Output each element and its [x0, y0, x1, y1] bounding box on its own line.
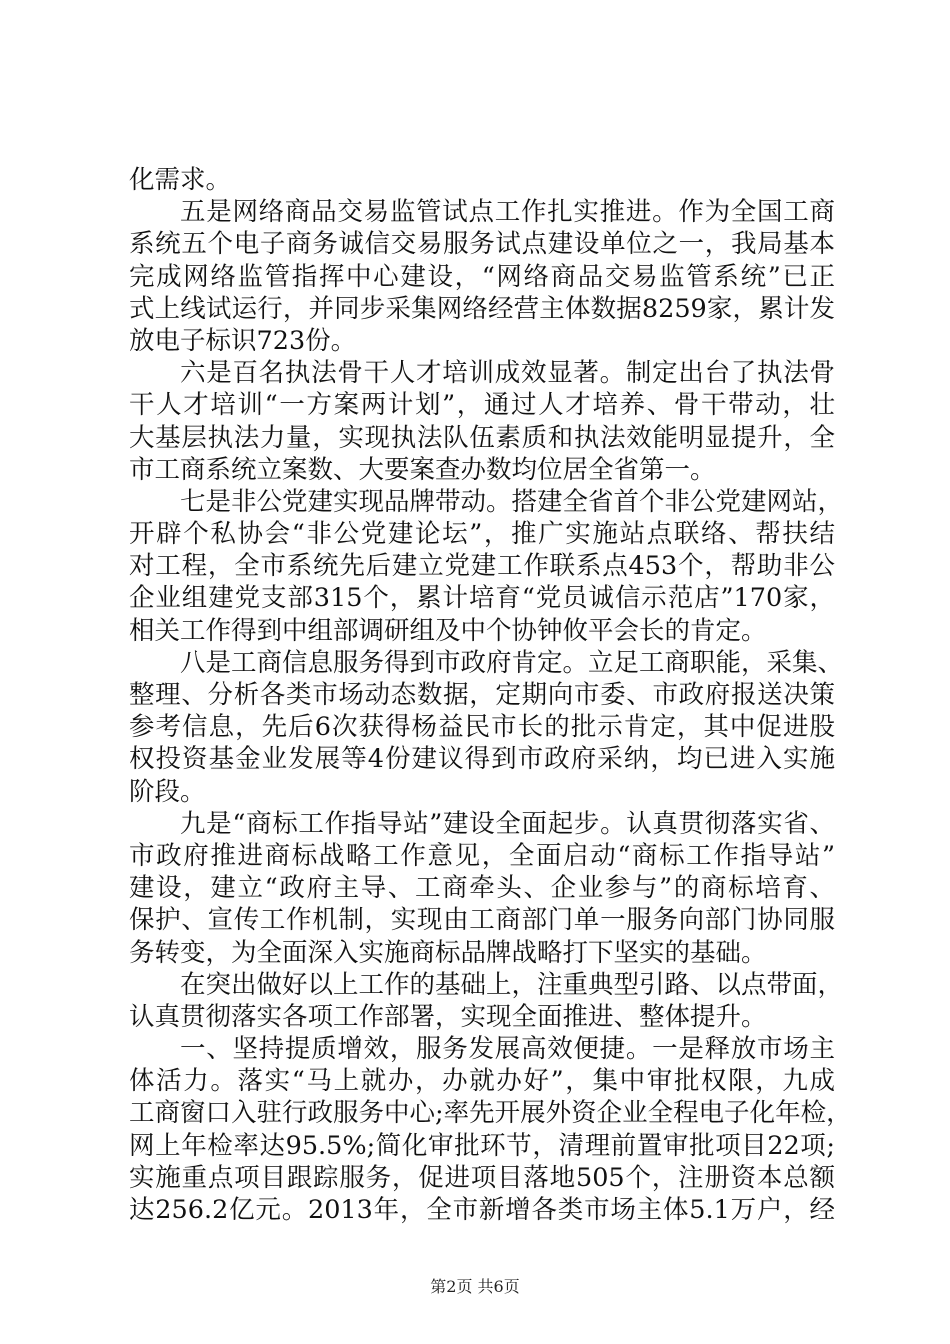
- document-body: [129, 164, 852, 1226]
- text-line: 大基层执法力量，实现执法队伍素质和执法效能明显提升，全: [129, 422, 835, 453]
- text-line: 达256.2亿元。2013年，全市新增各类市场主体5.1万户，经: [129, 1195, 835, 1225]
- text-line: 相关工作得到中组部调研组及中个协钟攸平会长的肯定。: [129, 615, 767, 646]
- text-line: 体活力。落实“马上就办，办就办好”，集中审批权限，九成: [129, 1066, 835, 1097]
- text-line: 七是非公党建实现品牌带动。搭建全省首个非公党建网站，: [180, 486, 844, 517]
- text-line: 八是工商信息服务得到市政府肯定。立足工商职能，采集、: [180, 647, 844, 678]
- text-line: 在突出做好以上工作的基础上，注重典型引路、以点带面，: [180, 969, 844, 1000]
- text-line: 完成网络监管指挥中心建设，“网络商品交易监管系统”已正: [129, 261, 835, 292]
- text-line: 参考信息，先后6次获得杨益民市长的批示肯定，其中促进股: [129, 712, 835, 743]
- text-line: 开辟个私协会“非公党建论坛”，推广实施站点联络、帮扶结: [129, 519, 835, 550]
- text-line: 阶段。: [129, 776, 206, 807]
- text-line: 网上年检率达95.5%;简化审批环节，清理前置审批项目22项;: [129, 1130, 835, 1161]
- text-line: 式上线试运行，并同步采集网络经营主体数据8259家，累计发: [129, 293, 835, 324]
- text-line: 实施重点项目跟踪服务，促进项目落地505个，注册资本总额: [129, 1162, 835, 1193]
- text-line: 认真贯彻落实各项工作部署，实现全面推进、整体提升。: [129, 1001, 767, 1032]
- text-line: 工商窗口入驻行政服务中心;率先开展外资企业全程电子化年检，: [129, 1098, 852, 1129]
- text-line: 六是百名执法骨干人才培训成效显著。制定出台了执法骨: [180, 358, 835, 389]
- text-line: 市工商系统立案数、大要案查办数均位居全省第一。: [129, 454, 716, 485]
- text-line: 对工程，全市系统先后建立党建工作联系点453个，帮助非公: [129, 551, 835, 582]
- text-line: 干人才培训“一方案两计划”，通过人才培养、骨干带动，壮: [129, 390, 835, 421]
- text-line: 化需求。: [129, 165, 232, 195]
- text-line: 放电子标识723份。: [129, 325, 357, 356]
- text-line: 务转变，为全面深入实施商标品牌战略打下坚实的基础。: [129, 937, 767, 968]
- text-line: 企业组建党支部315个，累计培育“党员诚信示范店”170家，: [129, 583, 835, 614]
- text-line: 权投资基金业发展等4份建议得到市政府采纳，均已进入实施: [129, 744, 835, 775]
- page-footer: 第2页 共6页: [430, 1277, 520, 1296]
- text-line: 五是网络商品交易监管试点工作扎实推进。作为全国工商: [180, 197, 835, 228]
- text-line: 建设，建立“政府主导、工商牵头、企业参与”的商标培育、: [129, 873, 835, 904]
- text-line: 市政府推进商标战略工作意见，全面启动“商标工作指导站”: [129, 840, 835, 871]
- text-line: 保护、宣传工作机制，实现由工商部门单一服务向部门协同服: [129, 905, 835, 936]
- text-line: 系统五个电子商务诚信交易服务试点建设单位之一，我局基本: [129, 229, 835, 260]
- text-line: 九是“商标工作指导站”建设全面起步。认真贯彻落实省、: [180, 808, 835, 839]
- text-line: 整理、分析各类市场动态数据，定期向市委、市政府报送决策: [129, 680, 835, 710]
- text-line: 一、坚持提质增效，服务发展高效便捷。一是释放市场主: [180, 1034, 835, 1065]
